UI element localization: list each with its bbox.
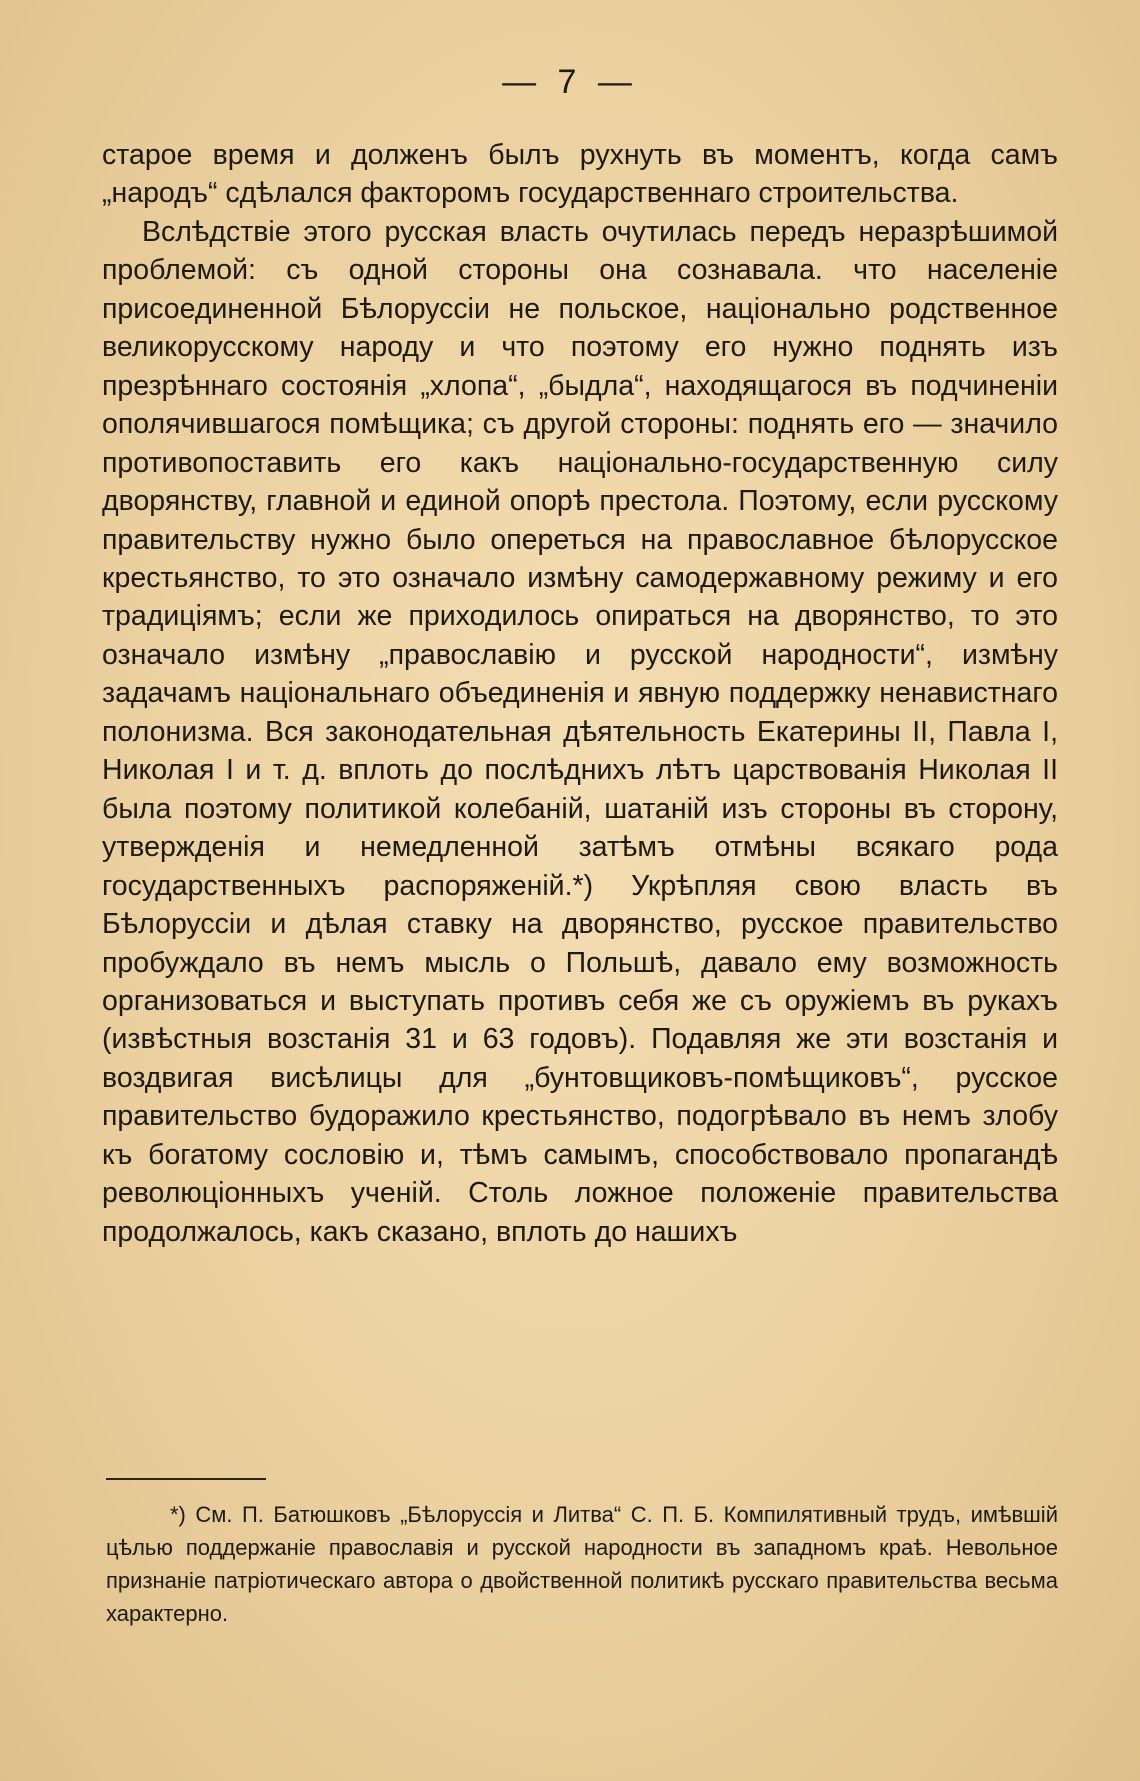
footnote-text: *) См. П. Батюшковъ „Бѣлоруссія и Литва“ С. П. Б. Компилятивный трудъ, имѣвшій цѣлью поддержаніе православія и русской народности въ западномъ краѣ. Невольное признаніе патріотическаго автора о двойственной политикѣ русскаго правительства весьма характерно.	[106, 1502, 1058, 1626]
footnote-divider	[106, 1478, 266, 1480]
paragraph: Вслѣдствіе этого русская власть очутилась передъ неразрѣшимой проблемой: съ одной стороны она сознавала. что населеніе присоединенной Бѣлоруссіи не польское, національно родственное великорусскому народу и что поэтому его нужно поднять изъ презрѣннаго состоянія „хлопа“, „быдла“, находящагося въ подчиненіи ополячившагося помѣщика; съ другой стороны: поднять его — значило противопоставить его какъ національно-государственную силу дворянству, главной и единой опорѣ престола. Поэтому, если русскому правительству нужно было опереться на православное бѣлорусское крестьянство, то это означало измѣну самодержавному режиму и его традиціямъ; если же приходилось опираться на дворянство, то это означало измѣну „православію и русской народности“, измѣну задачамъ національнаго объединенія и явную поддержку ненавистнаго полонизма. Вся законодательная дѣятельность Екатерины II, Павла I, Николая I и т. д. вплоть до послѣднихъ лѣтъ царствованія Николая II была поэтому политикой колебаній, шатаній изъ стороны въ сторону, утвержденія и немедленной затѣмъ отмѣны всякаго рода государственныхъ распоряженій.*) Укрѣпляя свою власть въ Бѣлоруссіи и дѣлая ставку на дворянство, русское правительство пробуждало въ немъ мысль о Польшѣ, давало ему возможность организоваться и выступать противъ себя же съ оружіемъ въ рукахъ (извѣстныя возстанія 31 и 63 годовъ). Подавляя же эти возстанія и воздвигая висѣлицы для „бунтовщиковъ-помѣщиковъ“, русское правительство будоражило крестьянство, подогрѣвало въ немъ злобу къ богатому сословію и, тѣмъ самымъ, способствовало пропагандѣ революціонныхъ ученій. Столь ложное положеніе правительства продолжалось, какъ сказано, вплоть до нашихъ	[102, 215, 1058, 1248]
footnote	[106, 1498, 1058, 1630]
paragraph-continuation: старое время и долженъ былъ рухнуть въ моментъ, когда самъ „народъ“ сдѣлался факторомъ государственнаго строительства.	[102, 139, 1058, 210]
page-number: — 7 —	[502, 63, 638, 101]
main-text	[102, 136, 1058, 1251]
